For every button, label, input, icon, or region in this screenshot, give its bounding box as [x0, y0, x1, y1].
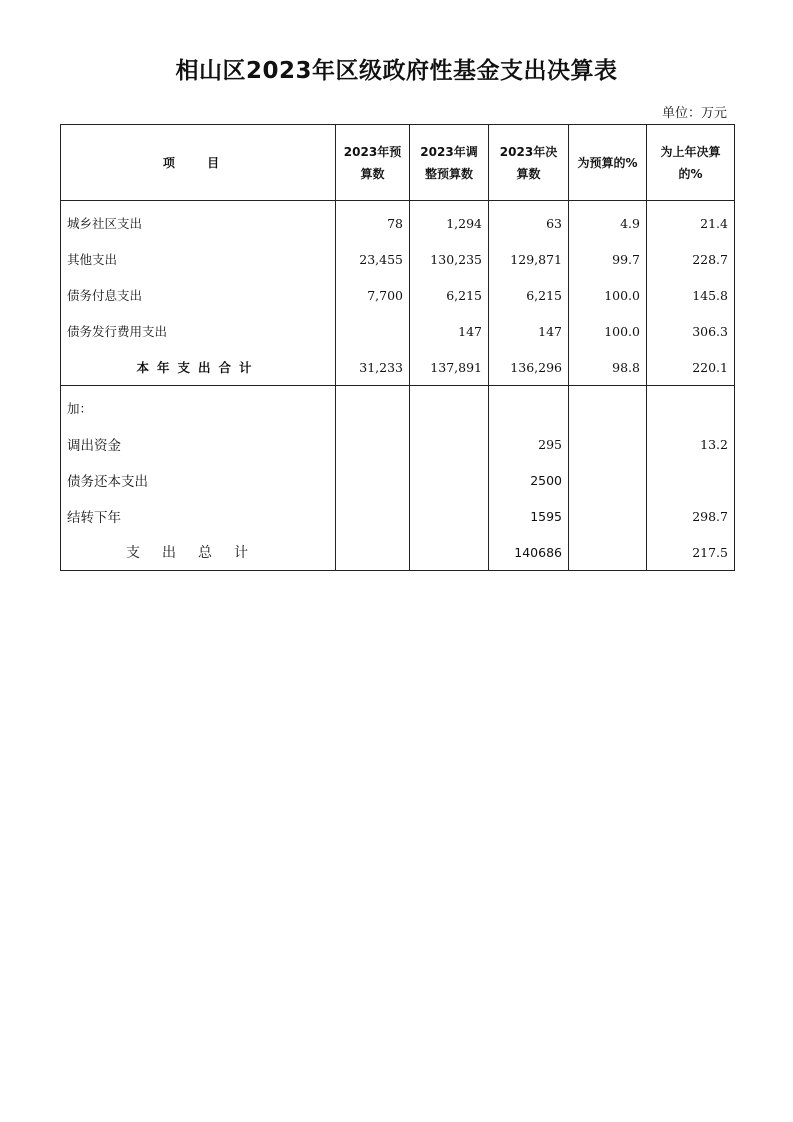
add-row	[61, 498, 735, 534]
add-row-final: 1595	[489, 498, 569, 534]
row-pct-budget: 100.0	[569, 313, 647, 349]
add-row-pct-prev: 298.7	[647, 498, 735, 534]
row-final: 63	[489, 201, 569, 242]
add-label: 加：	[61, 386, 336, 427]
row-item: 债务付息支出	[61, 277, 336, 313]
row-pct-prev: 306.3	[647, 313, 735, 349]
add-row-pct-prev: 13.2	[647, 426, 735, 462]
row-pct-prev: 228.7	[647, 241, 735, 277]
header-budget: 2023年预 算数	[336, 125, 410, 201]
page-title: 相山区2023年区级政府性基金支出决算表	[175, 58, 618, 84]
row-adjusted: 1,294	[410, 201, 489, 242]
expenditure-table	[60, 124, 735, 571]
row-pct-budget: 4.9	[569, 201, 647, 242]
grand-total-label: 支出总计	[61, 534, 336, 571]
subtotal-adjusted: 137,891	[410, 349, 489, 386]
add-row-item: 债务还本支出	[61, 462, 336, 498]
header-final: 2023年决 算数	[489, 125, 569, 201]
row-pct-budget: 100.0	[569, 277, 647, 313]
table-header-row	[61, 125, 735, 201]
table-row	[61, 313, 735, 349]
add-row-final: 295	[489, 426, 569, 462]
add-row-item: 结转下年	[61, 498, 336, 534]
row-budget	[336, 313, 410, 349]
table-row	[61, 201, 735, 242]
row-item: 城乡社区支出	[61, 201, 336, 242]
row-pct-budget: 99.7	[569, 241, 647, 277]
header-pct-prev-year: 为上年决算 的%	[647, 125, 735, 201]
row-final: 147	[489, 313, 569, 349]
row-adjusted: 147	[410, 313, 489, 349]
row-budget: 7,700	[336, 277, 410, 313]
add-row-final: 2500	[489, 462, 569, 498]
add-row-item: 调出资金	[61, 426, 336, 462]
table-row	[61, 277, 735, 313]
row-final: 129,871	[489, 241, 569, 277]
row-pct-prev: 21.4	[647, 201, 735, 242]
add-row	[61, 462, 735, 498]
header-item: 项 目	[61, 125, 336, 201]
subtotal-budget: 31,233	[336, 349, 410, 386]
grand-total-row	[61, 534, 735, 571]
add-label-row	[61, 386, 735, 427]
table-row	[61, 241, 735, 277]
row-budget: 23,455	[336, 241, 410, 277]
row-final: 6,215	[489, 277, 569, 313]
row-item: 债务发行费用支出	[61, 313, 336, 349]
subtotal-label: 本年支出合计	[61, 349, 336, 386]
add-row-pct-prev	[647, 462, 735, 498]
row-adjusted: 130,235	[410, 241, 489, 277]
subtotal-final: 136,296	[489, 349, 569, 386]
header-adjusted-budget: 2023年调 整预算数	[410, 125, 489, 201]
grand-total-pct-prev: 217.5	[647, 534, 735, 571]
row-pct-prev: 145.8	[647, 277, 735, 313]
add-row	[61, 426, 735, 462]
unit-label: 单位：万元	[661, 106, 727, 121]
subtotal-row	[61, 349, 735, 386]
header-pct-budget: 为预算的%	[569, 125, 647, 201]
grand-total-final: 140686	[489, 534, 569, 571]
row-adjusted: 6,215	[410, 277, 489, 313]
subtotal-pct-budget: 98.8	[569, 349, 647, 386]
subtotal-pct-prev: 220.1	[647, 349, 735, 386]
row-item: 其他支出	[61, 241, 336, 277]
row-budget: 78	[336, 201, 410, 242]
